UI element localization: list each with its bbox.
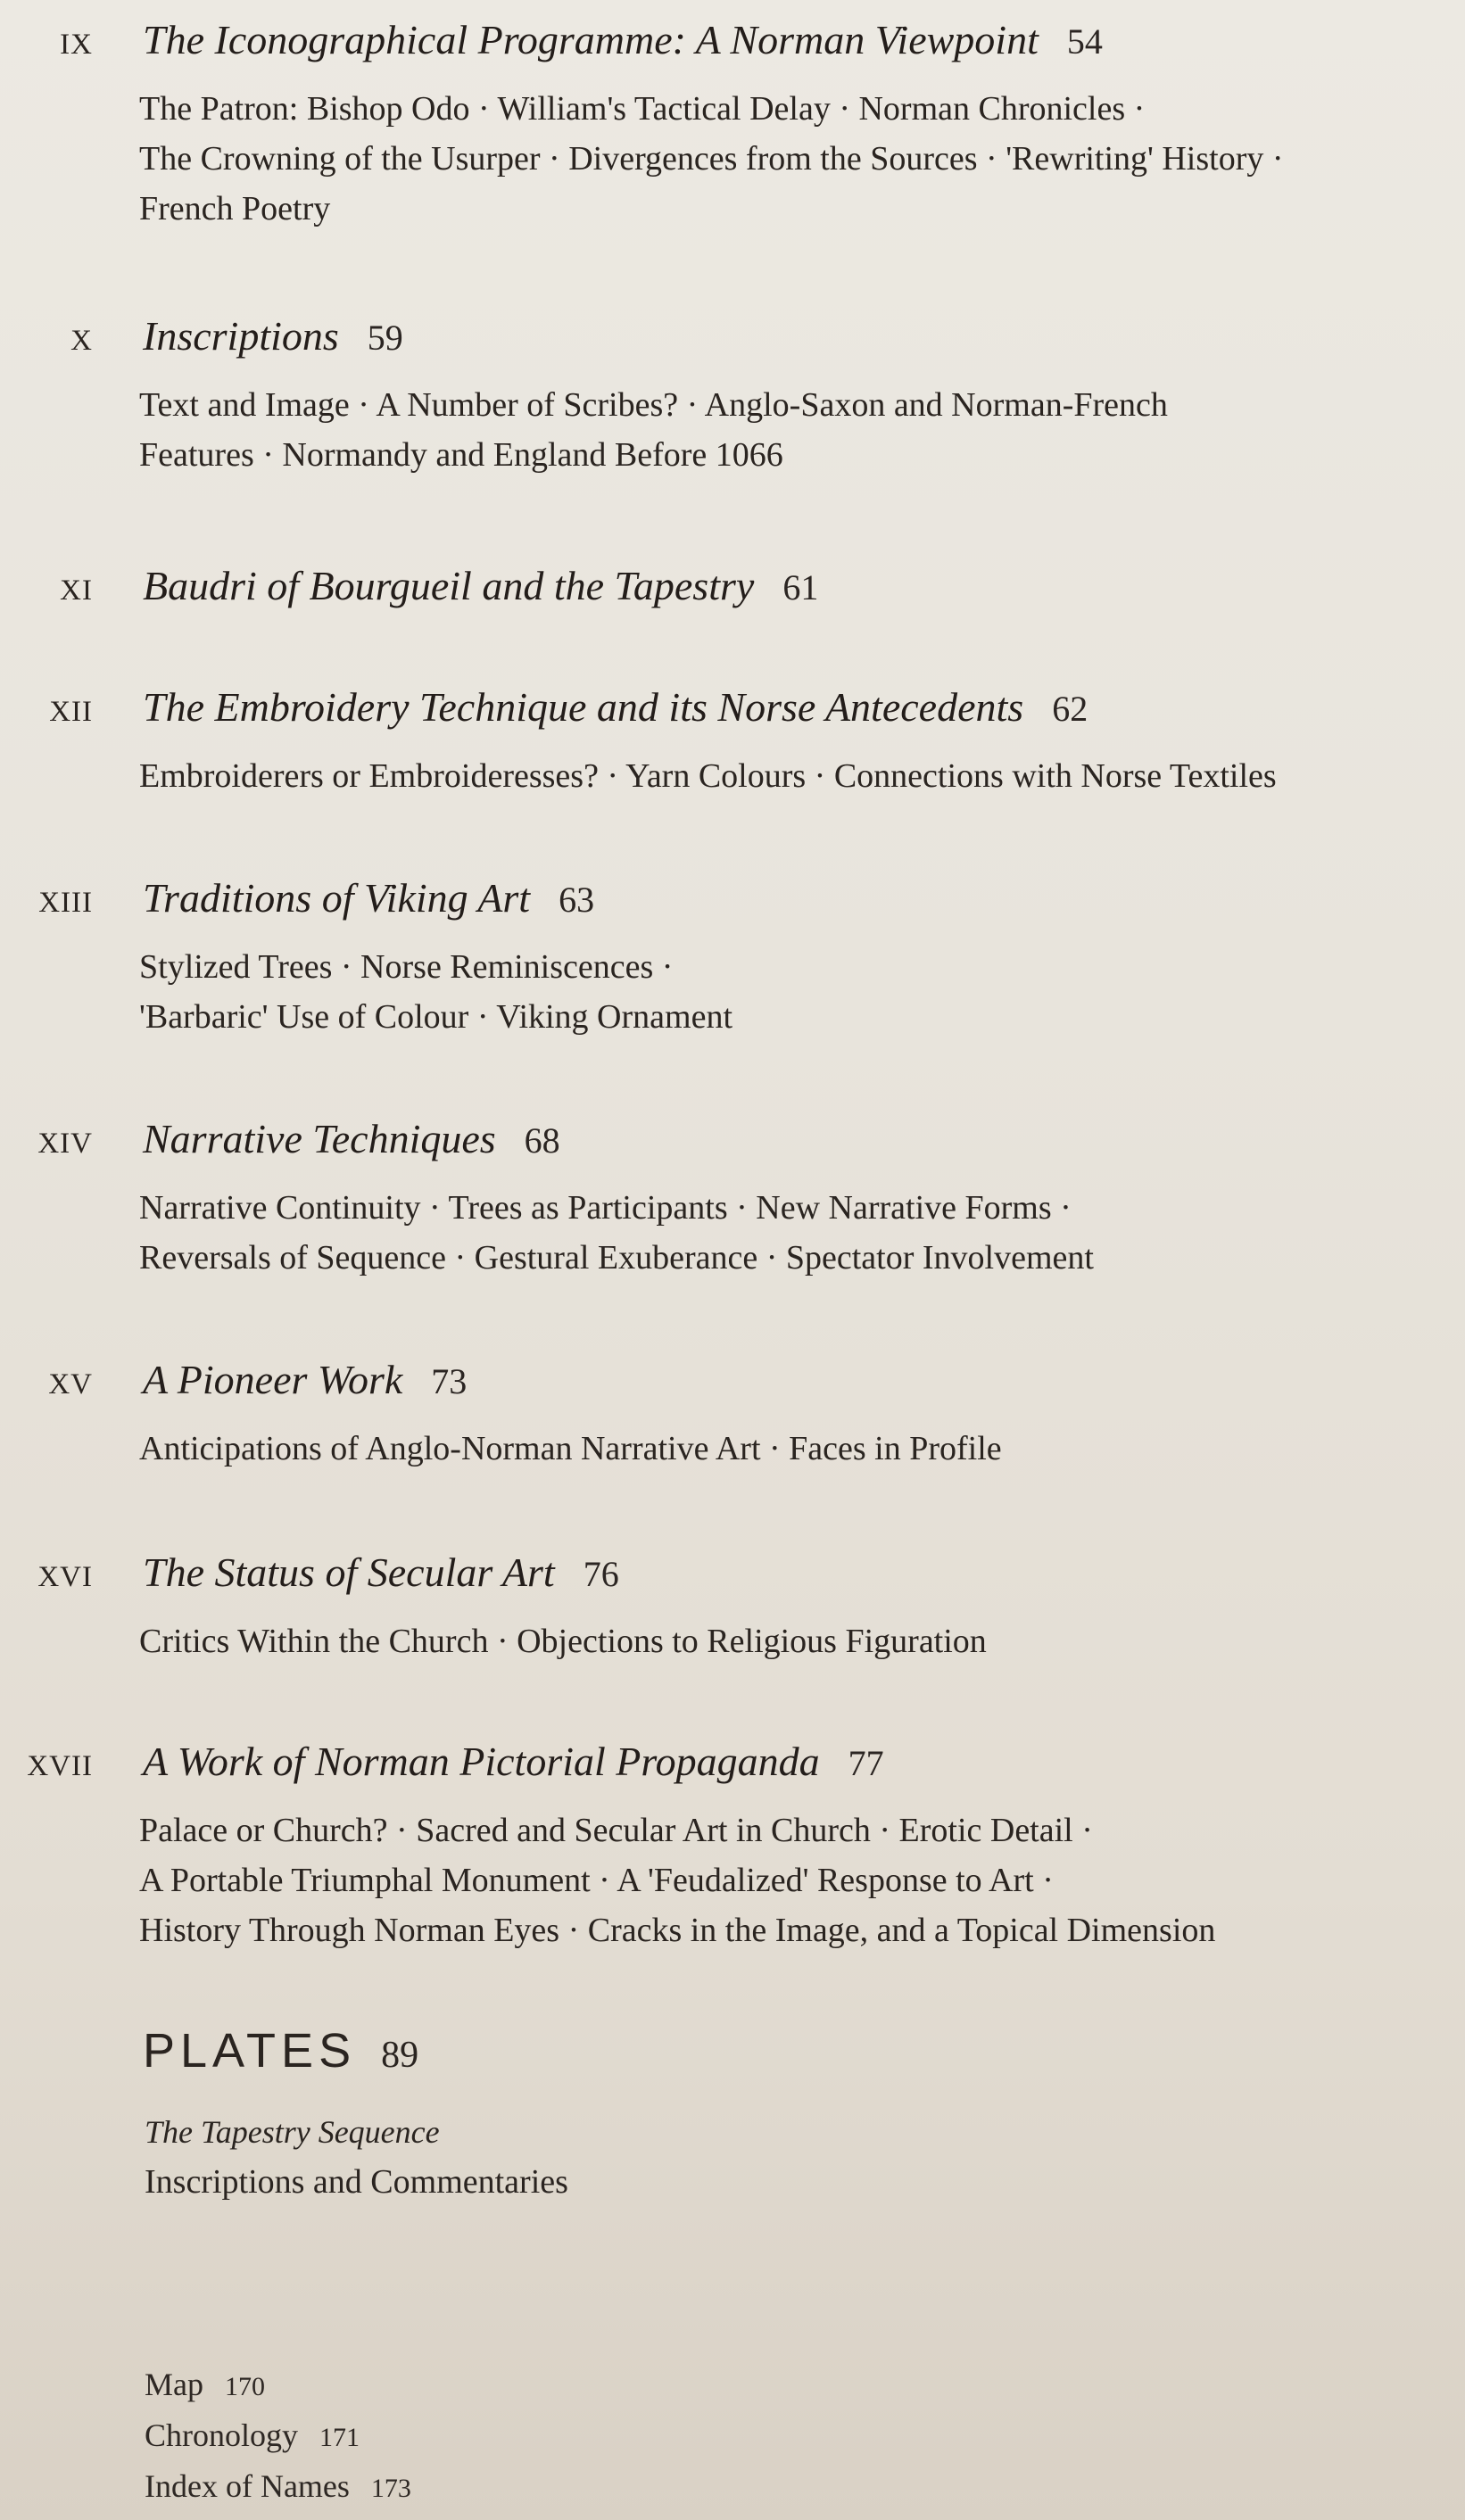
chapter-heading (143, 312, 403, 359)
chapter-subtopics (139, 942, 1451, 1042)
chapter-title: Baudri of Bourgueil and the Tapestry (143, 563, 755, 608)
backmatter-item (145, 2360, 411, 2411)
chapter-title: A Work of Norman Pictorial Propaganda (143, 1739, 820, 1784)
chapter-numeral: XIII (38, 887, 93, 919)
chapter-heading (143, 1549, 619, 1596)
subtopic-line: Anticipations of Anglo-Norman Narrative Art · Faces in Profile (139, 1430, 1002, 1467)
chapter-page-number: 61 (782, 567, 819, 607)
chapter-page-number: 54 (1066, 21, 1103, 62)
chapter-title: Traditions of Viking Art (143, 875, 531, 921)
plates-page-number: 89 (381, 2035, 419, 2076)
chapter-title: A Pioneer Work (143, 1357, 403, 1402)
plates-commentaries-label: Inscriptions and Commentaries (145, 2163, 568, 2201)
chapter-subtopics (139, 1183, 1451, 1283)
chapter-title: The Embroidery Technique and its Norse Antecedents (143, 684, 1024, 730)
subtopic-line: French Poetry (139, 190, 331, 227)
chapter-title: Narrative Techniques (143, 1116, 496, 1161)
chapter-numeral: XI (60, 574, 93, 607)
chapter-heading (143, 562, 818, 609)
subtopic-line: Critics Within the Church · Objections to Religious Figuration (139, 1623, 987, 1660)
chapter-title: The Iconographical Programme: A Norman Viewpoint (143, 17, 1039, 62)
chapter-title: Inscriptions (143, 313, 339, 359)
plates-heading (143, 2023, 418, 2078)
chapter-numeral: XII (49, 696, 93, 728)
chapter-subtopics (139, 1805, 1451, 1955)
chapter-page-number: 76 (583, 1554, 619, 1594)
plates-sequence-label: The Tapestry Sequence (145, 2114, 440, 2150)
subtopic-line: Text and Image · A Number of Scribes? · Anglo-Saxon and Norman-French (139, 386, 1168, 424)
chapter-numeral: IX (60, 29, 93, 61)
subtopic-line: Stylized Trees · Norse Reminiscences · (139, 948, 674, 986)
backmatter-page-number: 171 (319, 2423, 360, 2452)
subtopic-line: Reversals of Sequence · Gestural Exuberance · Spectator Involvement (139, 1239, 1094, 1277)
chapter-heading (143, 1738, 884, 1785)
chapter-subtopics (139, 751, 1451, 801)
subtopic-line: The Crowning of the Usurper · Divergences from the Sources · 'Rewriting' History · (139, 140, 1284, 178)
backmatter-item (145, 2411, 411, 2462)
subtopic-line: Embroiderers or Embroideresses? · Yarn Colours · Connections with Norse Textiles (139, 757, 1277, 795)
chapter-subtopics (139, 84, 1451, 234)
chapter-page-number: 59 (367, 318, 403, 358)
chapter-numeral: XVII (27, 1750, 93, 1782)
chapter-page-number: 73 (431, 1361, 468, 1401)
subtopic-line: 'Barbaric' Use of Colour · Viking Ornament (139, 998, 732, 1036)
chapter-subtopics (139, 1424, 1451, 1474)
chapter-subtopics (139, 1616, 1451, 1666)
chapter-heading (143, 16, 1103, 63)
subtopic-line: A Portable Triumphal Monument · A 'Feudalized' Response to Art · (139, 1862, 1054, 1899)
chapter-heading (143, 683, 1088, 731)
chapter-subtopics (139, 380, 1451, 480)
chapter-numeral: X (70, 325, 93, 357)
backmatter-page-number: 170 (225, 2372, 265, 2401)
chapter-numeral: XVI (37, 1561, 93, 1593)
chapter-heading (143, 874, 594, 921)
backmatter-page-number: 173 (370, 2474, 411, 2503)
chapter-numeral: XIV (37, 1128, 93, 1160)
chapter-page-number: 68 (524, 1120, 560, 1161)
backmatter-list (145, 2360, 411, 2513)
backmatter-label: Map (145, 2367, 203, 2402)
plates-label: PLATES (143, 2024, 357, 2078)
chapter-page-number: 77 (848, 1743, 884, 1783)
subtopic-line: Narrative Continuity · Trees as Participants · New Narrative Forms · (139, 1189, 1072, 1227)
subtopic-line: The Patron: Bishop Odo · William's Tactical Delay · Norman Chronicles · (139, 90, 1146, 128)
subtopic-line: Features · Normandy and England Before 1066 (139, 436, 783, 474)
chapter-heading (143, 1115, 560, 1162)
backmatter-label: Index of Names (145, 2468, 350, 2504)
subtopic-line: History Through Norman Eyes · Cracks in the Image, and a Topical Dimension (139, 1912, 1216, 1949)
plates-subtitles (145, 2107, 568, 2207)
chapter-numeral: XV (48, 1368, 93, 1400)
backmatter-item (145, 2462, 411, 2513)
chapter-page-number: 63 (559, 880, 595, 920)
chapter-title: The Status of Secular Art (143, 1549, 555, 1595)
chapter-page-number: 62 (1052, 689, 1088, 729)
chapter-heading (143, 1356, 467, 1403)
subtopic-line: Palace or Church? · Sacred and Secular Art in Church · Erotic Detail · (139, 1812, 1093, 1849)
backmatter-label: Chronology (145, 2417, 299, 2453)
